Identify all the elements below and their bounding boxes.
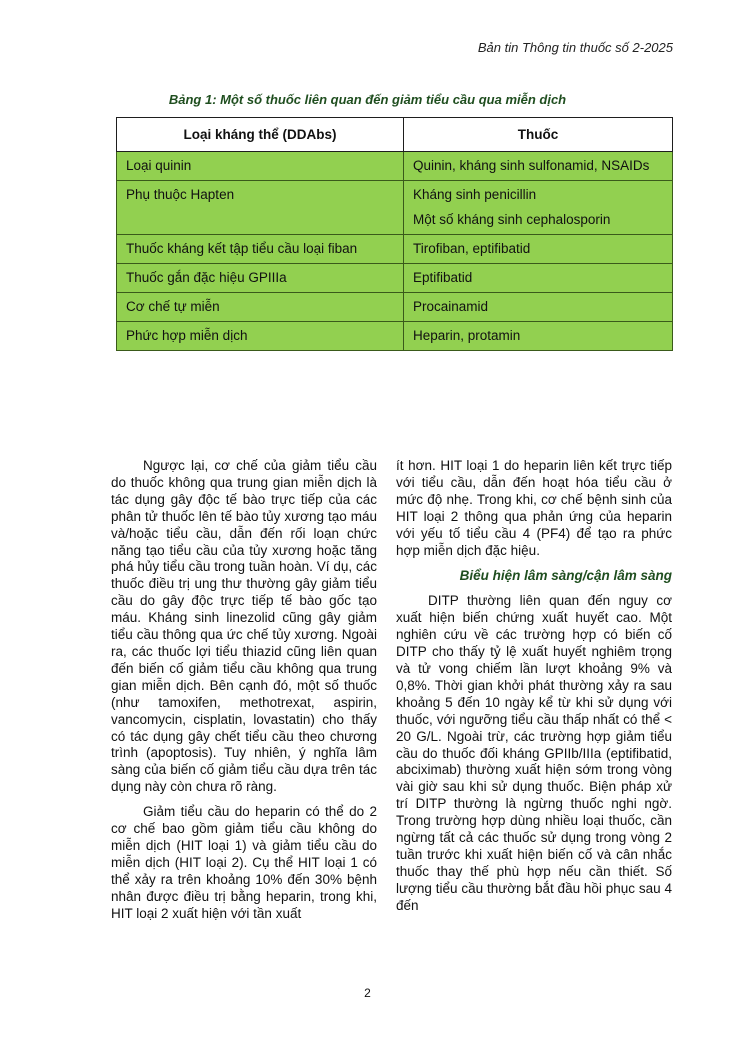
antibody-type-cell: Thuốc kháng kết tập tiểu cầu loại fiban bbox=[117, 235, 404, 264]
table-row bbox=[117, 293, 673, 322]
right-column bbox=[396, 458, 672, 915]
drug-cell: Quinin, kháng sinh sulfonamid, NSAIDs bbox=[404, 152, 673, 181]
drug-cell: Procainamid bbox=[404, 293, 673, 322]
antibody-type-cell: Loại quinin bbox=[117, 152, 404, 181]
table-row bbox=[117, 152, 673, 181]
column-header-drug: Thuốc bbox=[404, 118, 673, 152]
table-caption: Bảng 1: Một số thuốc liên quan đến giảm tiểu cầu qua miễn dịch bbox=[168, 92, 567, 107]
antibody-type-cell: Cơ chế tự miễn bbox=[117, 293, 404, 322]
drug-cell: Heparin, protamin bbox=[404, 322, 673, 351]
column-header-antibody-type: Loại kháng thể (DDAbs) bbox=[117, 118, 404, 152]
section-title: Biểu hiện lâm sàng/cận lâm sàng bbox=[459, 568, 672, 584]
antibody-type-cell: Phụ thuộc Hapten bbox=[117, 181, 404, 235]
drug-line: Kháng sinh penicillin bbox=[413, 187, 537, 202]
body-paragraph: ít hơn. HIT loại 1 do heparin liên kết trực tiếp với tiểu cầu, dẫn đến hoạt hóa tiểu cầu ở mức độ nhẹ. Trong khi, cơ chế bệnh sinh của HIT loại 2 thông qua phản ứng của heparin với yếu tố tiểu cầu 4 (PF4) để tạo ra phức hợp miễn dịch đặc hiệu. bbox=[396, 458, 672, 558]
table-row bbox=[117, 235, 673, 264]
antibody-type-cell: Phức hợp miễn dịch bbox=[117, 322, 404, 351]
body-paragraph: DITP thường liên quan đến nguy cơ xuất hiện biến chứng xuất huyết cao. Một nghiên cứu về các trường hợp có biến cố DITP cho thấy tỷ lệ xuất huyết nghiêm trọng và tử vong chiếm lần lượt khoảng 9% và 0,8%. Thời gian khởi phát thường xảy ra sau khoảng 5 đến 10 ngày kể từ khi sử dụng với thuốc, với ngưỡng tiểu cầu thấp nhất có thể < 20 G/L. Ngoài trừ, các trường hợp giảm tiểu cầu do thuốc đối kháng GPIIb/IIIa (eptifibatid, abciximab) thường xuất hiện sớm trong vòng vài giờ sau khi sử dụng thuốc. Biện pháp xử trí DITP thường là ngừng thuốc nghi ngờ. Trong trường hợp dùng nhiều loại thuốc, cần ngừng tất cả các thuốc sử dụng trong vòng 2 tuần trước khi xuất hiện biến cố và cân nhắc thuốc thay thế phù hợp nếu cần thiết. Số lượng tiểu cầu thường bắt đầu hồi phục sau 4 đến bbox=[396, 593, 672, 913]
drug-line: Một số kháng sinh cephalosporin bbox=[413, 212, 611, 227]
table-row bbox=[117, 264, 673, 293]
table-header-row bbox=[117, 118, 673, 152]
body-paragraph: Ngược lại, cơ chế của giảm tiểu cầu do thuốc không qua trung gian miễn dịch là tác dụng gây độc tế bào trực tiếp của các phân tử thuốc lên tế bào tủy xương tạo máu và/hoặc tiểu cầu, dẫn đến rối loạn chức năng tạo tiểu cầu của tủy xương hoặc tăng phá hủy tiểu cầu trong tuần hoàn. Ví dụ, các thuốc điều trị ung thư thường gây giảm tiểu cầu do gây độc trực tiếp tế bào gốc tạo máu. Kháng sinh linezolid cũng gây giảm tiểu cầu thông qua ức chế tủy xương. Ngoài ra, các thuốc lợi tiểu thiazid cũng liên quan đến biến cố giảm tiểu cầu không qua trung gian miễn dịch. Bên cạnh đó, một số thuốc (như tamoxifen, methotrexat, aspirin, vancomycin, cisplatin, lovastatin) cho thấy có tác dụng gây chết tiểu cầu theo chương trình (apoptosis). Tuy nhiên, ý nghĩa lâm sàng của biến cố giảm tiểu cầu dựa trên tác dụng này còn chưa rõ ràng. bbox=[111, 458, 377, 795]
bulletin-header: Bản tin Thông tin thuốc số 2-2025 bbox=[477, 40, 673, 55]
drug-cell: Tirofiban, eptifibatid bbox=[404, 235, 673, 264]
table-row bbox=[117, 322, 673, 351]
table-row bbox=[117, 181, 673, 235]
page-number: 2 bbox=[364, 986, 371, 1000]
antibody-type-cell: Thuốc gắn đặc hiệu GPIIIa bbox=[117, 264, 404, 293]
drug-cell bbox=[404, 181, 673, 235]
drug-table bbox=[116, 117, 673, 351]
drug-cell: Eptifibatid bbox=[404, 264, 673, 293]
left-column bbox=[111, 458, 377, 922]
body-paragraph: Giảm tiểu cầu do heparin có thể do 2 cơ chế bao gồm giảm tiểu cầu không do miễn dịch (HIT loại 1) và giảm tiểu cầu do miễn dịch (HIT loại 2). Cụ thể HIT loại 1 có thể xảy ra trên khoảng 10% đến 30% bệnh nhân được điều trị bằng heparin, trong khi, HIT loại 2 xuất hiện với tần xuất bbox=[111, 804, 377, 921]
